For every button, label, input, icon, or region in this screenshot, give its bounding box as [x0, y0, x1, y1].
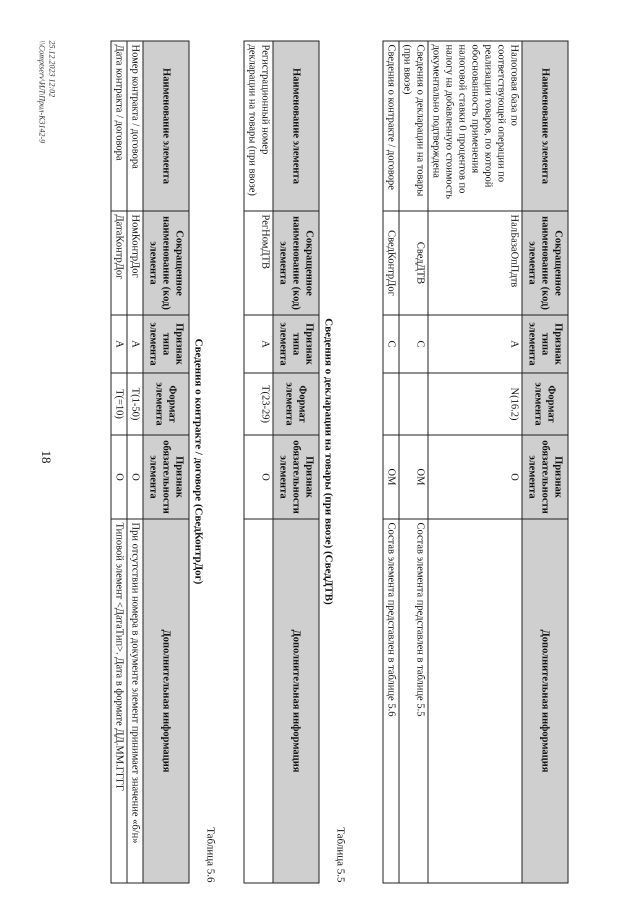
header-name: Наименование элемента — [143, 41, 189, 211]
cell-required: ОМ — [383, 435, 399, 519]
cell-name: Номер контракта / договора — [127, 41, 143, 211]
table-header-row — [143, 41, 189, 883]
cell-type: С — [399, 315, 428, 373]
table-row — [383, 41, 399, 883]
table-row — [127, 41, 143, 883]
table-5-5-number: Таблица 5.5 — [334, 826, 346, 882]
cell-name: Сведения о контракте / договоре — [383, 41, 399, 211]
table-row — [399, 41, 428, 883]
cell-code: СведКонтрДог — [383, 211, 399, 315]
table-5-5-title: Сведения о декларации на товары (при ввозе) (СведДТВ) — [322, 317, 334, 605]
header-short-name: Сокращенное наименование (код) элемента — [273, 211, 319, 315]
header-required: Признак обязательности элемента — [522, 435, 568, 519]
header-short-name: Сокращенное наименование (код) элемента — [522, 211, 568, 315]
cell-format: N(16.2) — [428, 373, 522, 435]
header-format: Формат элемента — [273, 373, 319, 435]
table-row — [111, 41, 127, 883]
header-format: Формат элемента — [143, 373, 189, 435]
header-type: Признак типа элемента — [143, 315, 189, 373]
cell-code: РегНомДТВ — [244, 211, 273, 315]
cell-code: НомКонтрДог — [127, 211, 143, 315]
header-required: Признак обязательности элемента — [273, 435, 319, 519]
cell-required: О — [111, 435, 127, 519]
header-format: Формат элемента — [522, 373, 568, 435]
table-row — [428, 41, 522, 883]
cell-info: При отсутствии номера в документе элемент принимает значение «б/н» — [127, 519, 143, 883]
cell-info — [244, 519, 273, 883]
table-main — [382, 40, 568, 883]
footer-stamp — [36, 40, 56, 240]
table-5-6-number: Таблица 5.6 — [204, 826, 216, 882]
cell-type: А — [244, 315, 273, 373]
footer-timestamp: 25.12.2023 12:02 — [47, 40, 56, 97]
table-header-row — [273, 41, 319, 883]
cell-format — [383, 373, 399, 435]
cell-type: А — [428, 315, 522, 373]
table-row — [244, 41, 273, 883]
cell-name: Регистрационный номер декларации на товары (при ввозе) — [244, 41, 273, 211]
cell-type: С — [383, 315, 399, 373]
table-header-row — [522, 41, 568, 883]
cell-format: T(23-29) — [244, 373, 273, 435]
cell-type: А — [127, 315, 143, 373]
cell-format: T(=10) — [111, 373, 127, 435]
header-short-name: Сокращенное наименование (код) элемента — [143, 211, 189, 315]
header-name: Наименование элемента — [522, 41, 568, 211]
header-name: Наименование элемента — [273, 41, 319, 211]
cell-required: О — [428, 435, 522, 519]
header-info: Дополнительная информация — [273, 519, 319, 883]
cell-required: О — [127, 435, 143, 519]
cell-name: Сведения о декларации на товары (при ввозе) — [399, 41, 428, 211]
cell-info: Состав элемента представлен в таблице 5.5 — [399, 519, 428, 883]
cell-info: Состав элемента представлен в таблице 5.6 — [383, 519, 399, 883]
cell-name: Дата контракта / договора — [111, 41, 127, 211]
cell-name: Налоговая база по соответствующей операции по реализации товаров, по которой обоснованность применения налоговой ставки 0 процентов по налогу на добавленную стоимость документально подтверждена — [428, 41, 522, 211]
cell-type: А — [111, 315, 127, 373]
cell-format — [399, 373, 428, 435]
table-5-6-title: Сведения о контракте / договоре (СведКонтрДог) — [192, 338, 204, 584]
footer-path: \\Comptserv\ИЛ\Прил-КЗ142-9 — [37, 40, 46, 143]
header-type: Признак типа элемента — [273, 315, 319, 373]
cell-code: СведДТВ — [399, 211, 428, 315]
table-5-5 — [243, 40, 319, 883]
page-number: 18 — [39, 450, 54, 464]
cell-required: ОМ — [399, 435, 428, 519]
cell-format: T(1-50) — [127, 373, 143, 435]
cell-info: Типовой элемент <ДатаТип>. Дата в формате ДД.ММ.ГГГГ — [111, 519, 127, 883]
header-type: Признак типа элемента — [522, 315, 568, 373]
cell-code: НалБазаОпПдтв — [428, 211, 522, 315]
header-info: Дополнительная информация — [522, 519, 568, 883]
cell-required: О — [244, 435, 273, 519]
header-required: Признак обязательности элемента — [143, 435, 189, 519]
header-info: Дополнительная информация — [143, 519, 189, 883]
cell-code: ДатаКонтрДог — [111, 211, 127, 315]
table-5-6 — [110, 40, 189, 883]
cell-info — [428, 519, 522, 883]
